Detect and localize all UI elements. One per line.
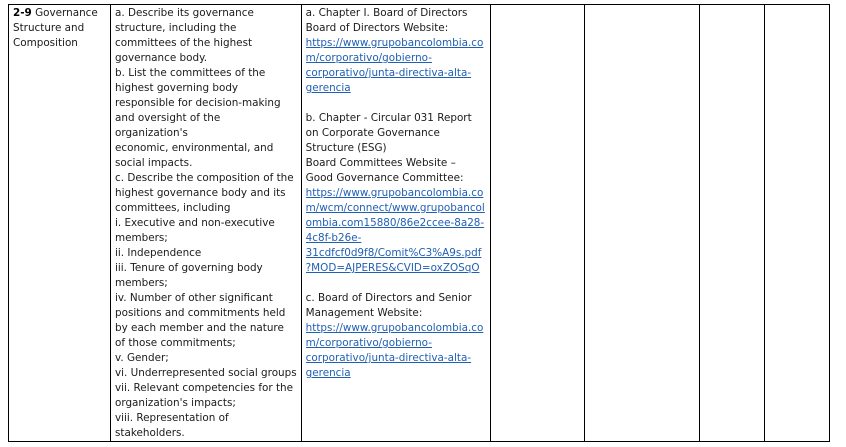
requirement-line: committees of the highest: [115, 37, 253, 49]
reference-text-line: Structure (ESG): [305, 142, 387, 154]
requirement-line: viii. Representation of: [115, 412, 229, 424]
reference-link-line[interactable]: m/corporativo/gobierno-: [305, 52, 432, 64]
reference-c: [306, 291, 486, 381]
gri-index-table: [8, 4, 830, 442]
requirements-cell: [111, 5, 302, 442]
disclosure-title-line: Structure and: [13, 22, 85, 34]
requirement-line: committees, including: [115, 202, 231, 214]
requirement-line: highest governing body: [115, 82, 239, 94]
reference-link-line[interactable]: m/wcm/connect/www.grupobancol: [305, 202, 485, 214]
requirement-line: organization's impacts;: [115, 397, 236, 409]
reference-text-line: c. Board of Directors and Senior: [305, 292, 472, 304]
empty-cell: [699, 5, 764, 442]
reference-link-line[interactable]: 4c8f-b26e-: [305, 232, 362, 244]
disclosure-title-line: Composition: [13, 37, 78, 49]
requirement-line: organization's: [115, 127, 188, 139]
reference-link-line[interactable]: corporativo/junta-directiva-alta-: [305, 352, 472, 364]
reference-link-line[interactable]: corporativo/junta-directiva-alta-: [305, 67, 472, 79]
reference-link-line[interactable]: 31cdfcf0d9f8/Comit%C3%A9s.pdf: [305, 247, 482, 259]
requirement-line: v. Gender;: [115, 352, 169, 364]
requirement-line: c. Describe the composition of the: [115, 172, 294, 184]
requirement-line: governance body.: [115, 52, 208, 64]
reference-link-line[interactable]: gerencia: [305, 82, 351, 94]
reference-link[interactable]: [306, 36, 486, 96]
references-cell: [301, 5, 490, 442]
reference-link-line[interactable]: https://www.grupobancolombia.co: [305, 37, 484, 49]
requirement-line: and oversight of the: [115, 112, 221, 124]
requirement-line: iv. Number of other significant: [115, 292, 273, 304]
requirement-line: positions and commitments held: [115, 307, 286, 319]
reference-text-line: a. Chapter I. Board of Directors: [305, 7, 468, 19]
disclosure-title-line: Governance: [31, 7, 98, 19]
reference-a: [306, 6, 486, 96]
reference-link[interactable]: [306, 186, 486, 276]
reference-b: [306, 111, 486, 276]
requirement-line: highest governance body and its: [115, 187, 286, 199]
reference-link[interactable]: [306, 321, 486, 381]
reference-text-line: b. Chapter - Circular 031 Report: [305, 112, 472, 124]
reference-link-line[interactable]: ?MOD=AJPERES&CVID=oxZOSqO: [305, 262, 480, 274]
reference-text-line: Management Website:: [305, 307, 423, 319]
reference-link-line[interactable]: gerencia: [305, 367, 351, 379]
disclosure-cell: [9, 5, 111, 442]
requirement-line: stakeholders.: [115, 427, 185, 439]
requirement-line: social impacts.: [115, 157, 193, 169]
requirement-line: b. List the committees of the: [115, 67, 266, 79]
requirement-line: iii. Tenure of governing body: [115, 262, 263, 274]
reference-text-line: Board Committees Website –: [305, 157, 456, 169]
reference-link-line[interactable]: https://www.grupobancolombia.co: [305, 187, 484, 199]
requirement-line: members;: [115, 277, 168, 289]
requirement-line: i. Executive and non-executive: [115, 217, 275, 229]
reference-link-line[interactable]: m/corporativo/gobierno-: [305, 337, 432, 349]
requirement-line: of those commitments;: [115, 337, 236, 349]
requirement-line: by each member and the nature: [115, 322, 284, 334]
empty-cell: [584, 5, 699, 442]
reference-text-line: Board of Directors Website:: [305, 22, 449, 34]
requirement-line: ii. Independence: [115, 247, 202, 259]
requirement-line: vii. Relevant competencies for the: [115, 382, 294, 394]
empty-cell: [764, 5, 829, 442]
disclosure-code: 2-9: [13, 7, 32, 19]
requirement-line: vi. Underrepresented social groups: [115, 367, 297, 379]
requirement-line: members;: [115, 232, 168, 244]
reference-link-line[interactable]: ombia.com15880/86e2ccee-8a28-: [305, 217, 485, 229]
requirement-line: structure, including the: [115, 22, 237, 34]
reference-link-line[interactable]: https://www.grupobancolombia.co: [305, 322, 484, 334]
reference-text-line: on Corporate Governance: [305, 127, 440, 139]
table-row: [9, 5, 830, 442]
requirement-line: responsible for decision-making: [115, 97, 281, 109]
requirement-line: a. Describe its governance: [115, 7, 254, 19]
empty-cell: [490, 5, 584, 442]
requirement-line: economic, environmental, and: [115, 142, 274, 154]
reference-text-line: Good Governance Committee:: [305, 172, 464, 184]
